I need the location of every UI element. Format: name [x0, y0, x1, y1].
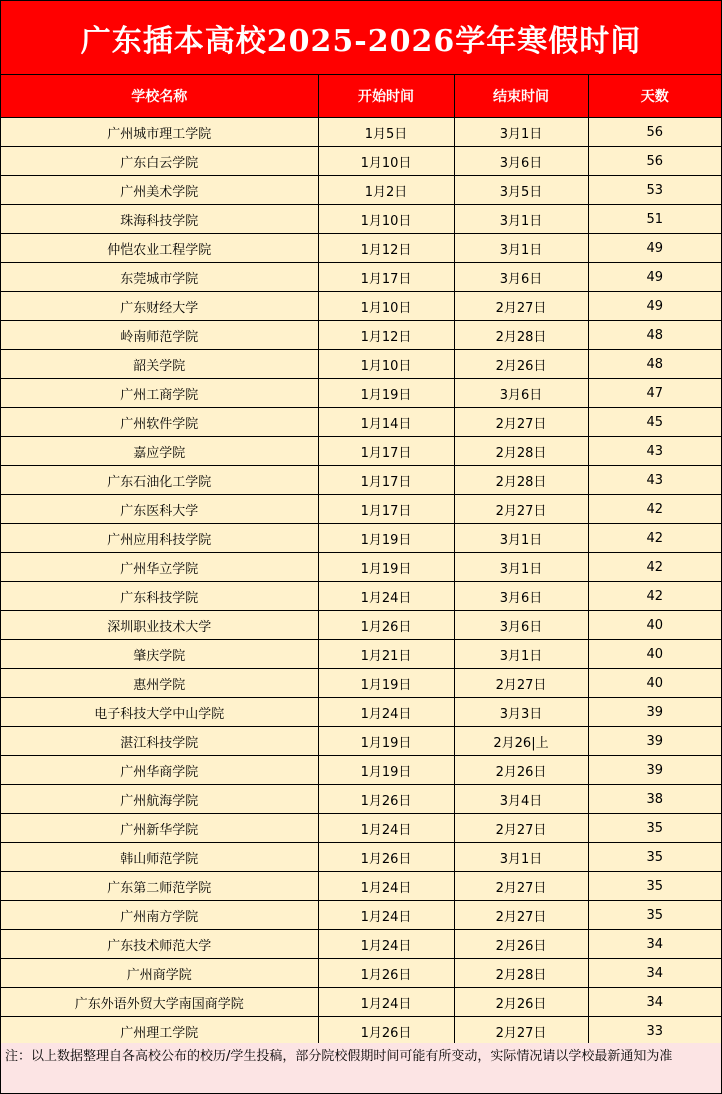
start-date-cell: 1月24日 [318, 698, 454, 727]
days-cell: 48 [588, 321, 721, 350]
table-row [1, 292, 721, 321]
school-name-cell: 广州新华学院 [1, 814, 318, 843]
days-cell: 49 [588, 263, 721, 292]
school-name-cell: 肇庆学院 [1, 640, 318, 669]
table-row [1, 901, 721, 930]
start-date-cell: 1月26日 [318, 1017, 454, 1046]
start-date-cell: 1月24日 [318, 930, 454, 959]
start-date-cell: 1月24日 [318, 988, 454, 1017]
start-date-cell: 1月14日 [318, 408, 454, 437]
days-cell: 42 [588, 553, 721, 582]
end-date-cell: 2月28日 [454, 466, 588, 495]
end-date-cell: 2月27日 [454, 408, 588, 437]
end-date-cell: 3月6日 [454, 611, 588, 640]
end-date-cell: 3月1日 [454, 118, 588, 147]
header-end-date: 结束时间 [454, 75, 588, 118]
school-name-cell: 湛江科技学院 [1, 727, 318, 756]
table-row [1, 321, 721, 350]
school-name-cell: 广东财经大学 [1, 292, 318, 321]
days-cell: 47 [588, 379, 721, 408]
table-row [1, 350, 721, 379]
table-row [1, 234, 721, 263]
end-date-cell: 3月4日 [454, 785, 588, 814]
table-row [1, 147, 721, 176]
start-date-cell: 1月21日 [318, 640, 454, 669]
days-cell: 40 [588, 669, 721, 698]
days-cell: 40 [588, 640, 721, 669]
days-cell: 42 [588, 495, 721, 524]
end-date-cell: 3月1日 [454, 553, 588, 582]
end-date-cell: 2月28日 [454, 437, 588, 466]
school-name-cell: 广州航海学院 [1, 785, 318, 814]
school-name-cell: 惠州学院 [1, 669, 318, 698]
start-date-cell: 1月19日 [318, 669, 454, 698]
table-row [1, 785, 721, 814]
table-row [1, 1017, 721, 1046]
table-row [1, 872, 721, 901]
days-cell: 39 [588, 698, 721, 727]
end-date-cell: 2月27日 [454, 292, 588, 321]
end-date-cell: 2月26日 [454, 988, 588, 1017]
table-row [1, 205, 721, 234]
school-name-cell: 广州软件学院 [1, 408, 318, 437]
days-cell: 38 [588, 785, 721, 814]
start-date-cell: 1月17日 [318, 495, 454, 524]
end-date-cell: 3月6日 [454, 147, 588, 176]
end-date-cell: 2月27日 [454, 1017, 588, 1046]
days-cell: 56 [588, 147, 721, 176]
end-date-cell: 2月28日 [454, 321, 588, 350]
end-date-cell: 2月26日 [454, 930, 588, 959]
school-name-cell: 广州理工学院 [1, 1017, 318, 1046]
end-date-cell: 2月26日 [454, 350, 588, 379]
table-row [1, 118, 721, 147]
table-body [1, 118, 721, 1046]
days-cell: 35 [588, 843, 721, 872]
table-row [1, 176, 721, 205]
end-date-cell: 2月27日 [454, 872, 588, 901]
school-name-cell: 广东技术师范大学 [1, 930, 318, 959]
header-days: 天数 [588, 75, 721, 118]
table-row [1, 524, 721, 553]
start-date-cell: 1月10日 [318, 147, 454, 176]
days-cell: 56 [588, 118, 721, 147]
start-date-cell: 1月17日 [318, 263, 454, 292]
start-date-cell: 1月2日 [318, 176, 454, 205]
school-name-cell: 珠海科技学院 [1, 205, 318, 234]
table-row [1, 466, 721, 495]
days-cell: 40 [588, 611, 721, 640]
table-row [1, 553, 721, 582]
school-name-cell: 韩山师范学院 [1, 843, 318, 872]
end-date-cell: 2月26|上 [454, 727, 588, 756]
school-name-cell: 深圳职业技术大学 [1, 611, 318, 640]
start-date-cell: 1月19日 [318, 379, 454, 408]
school-name-cell: 广州城市理工学院 [1, 118, 318, 147]
days-cell: 43 [588, 437, 721, 466]
start-date-cell: 1月12日 [318, 321, 454, 350]
start-date-cell: 1月17日 [318, 437, 454, 466]
school-name-cell: 广东石油化工学院 [1, 466, 318, 495]
days-cell: 49 [588, 292, 721, 321]
footnote: 注：以上数据整理自各高校公布的校历/学生投稿，部分院校假期时间可能有所变动，实际情况请以学校最新通知为准 [1, 1043, 721, 1093]
end-date-cell: 3月6日 [454, 379, 588, 408]
school-name-cell: 韶关学院 [1, 350, 318, 379]
end-date-cell: 2月27日 [454, 495, 588, 524]
start-date-cell: 1月24日 [318, 872, 454, 901]
table-row [1, 379, 721, 408]
days-cell: 45 [588, 408, 721, 437]
table-row [1, 756, 721, 785]
end-date-cell: 2月28日 [454, 959, 588, 988]
start-date-cell: 1月26日 [318, 843, 454, 872]
end-date-cell: 3月1日 [454, 843, 588, 872]
days-cell: 48 [588, 350, 721, 379]
start-date-cell: 1月26日 [318, 611, 454, 640]
table-row [1, 930, 721, 959]
header-row [1, 75, 721, 118]
days-cell: 34 [588, 988, 721, 1017]
schedule-table [1, 75, 721, 1046]
days-cell: 35 [588, 901, 721, 930]
days-cell: 34 [588, 959, 721, 988]
table-row [1, 988, 721, 1017]
school-name-cell: 广东外语外贸大学南国商学院 [1, 988, 318, 1017]
start-date-cell: 1月26日 [318, 959, 454, 988]
start-date-cell: 1月24日 [318, 582, 454, 611]
end-date-cell: 3月1日 [454, 524, 588, 553]
header-school-name: 学校名称 [1, 75, 318, 118]
table-row [1, 959, 721, 988]
school-name-cell: 广州华商学院 [1, 756, 318, 785]
school-name-cell: 广州美术学院 [1, 176, 318, 205]
days-cell: 33 [588, 1017, 721, 1046]
start-date-cell: 1月24日 [318, 901, 454, 930]
table-row [1, 814, 721, 843]
end-date-cell: 3月3日 [454, 698, 588, 727]
start-date-cell: 1月19日 [318, 727, 454, 756]
days-cell: 39 [588, 727, 721, 756]
school-name-cell: 广州应用科技学院 [1, 524, 318, 553]
title-bar [1, 1, 721, 75]
school-name-cell: 广州华立学院 [1, 553, 318, 582]
start-date-cell: 1月12日 [318, 234, 454, 263]
school-name-cell: 电子科技大学中山学院 [1, 698, 318, 727]
end-date-cell: 2月26日 [454, 756, 588, 785]
school-name-cell: 嘉应学院 [1, 437, 318, 466]
table-row [1, 408, 721, 437]
days-cell: 35 [588, 814, 721, 843]
table-row [1, 640, 721, 669]
end-date-cell: 3月1日 [454, 640, 588, 669]
table-row [1, 582, 721, 611]
days-cell: 42 [588, 524, 721, 553]
school-name-cell: 东莞城市学院 [1, 263, 318, 292]
start-date-cell: 1月10日 [318, 205, 454, 234]
days-cell: 35 [588, 872, 721, 901]
table-row [1, 698, 721, 727]
days-cell: 34 [588, 930, 721, 959]
school-name-cell: 广东第二师范学院 [1, 872, 318, 901]
school-name-cell: 广东科技学院 [1, 582, 318, 611]
start-date-cell: 1月26日 [318, 785, 454, 814]
table-row [1, 669, 721, 698]
school-name-cell: 岭南师范学院 [1, 321, 318, 350]
days-cell: 53 [588, 176, 721, 205]
end-date-cell: 3月1日 [454, 205, 588, 234]
end-date-cell: 3月1日 [454, 234, 588, 263]
start-date-cell: 1月24日 [318, 814, 454, 843]
start-date-cell: 1月19日 [318, 524, 454, 553]
days-cell: 43 [588, 466, 721, 495]
end-date-cell: 2月27日 [454, 669, 588, 698]
days-cell: 39 [588, 756, 721, 785]
table-row [1, 263, 721, 292]
school-name-cell: 广州南方学院 [1, 901, 318, 930]
start-date-cell: 1月10日 [318, 292, 454, 321]
end-date-cell: 3月5日 [454, 176, 588, 205]
page-title: 广东插本高校2025-2026学年寒假时间 [80, 23, 642, 59]
school-name-cell: 仲恺农业工程学院 [1, 234, 318, 263]
days-cell: 42 [588, 582, 721, 611]
table-row [1, 611, 721, 640]
start-date-cell: 1月19日 [318, 756, 454, 785]
school-name-cell: 广东白云学院 [1, 147, 318, 176]
start-date-cell: 1月5日 [318, 118, 454, 147]
start-date-cell: 1月17日 [318, 466, 454, 495]
school-name-cell: 广州商学院 [1, 959, 318, 988]
table-row [1, 843, 721, 872]
end-date-cell: 2月27日 [454, 901, 588, 930]
school-name-cell: 广东医科大学 [1, 495, 318, 524]
table-row [1, 437, 721, 466]
table-row [1, 727, 721, 756]
days-cell: 51 [588, 205, 721, 234]
days-cell: 49 [588, 234, 721, 263]
start-date-cell: 1月10日 [318, 350, 454, 379]
end-date-cell: 2月27日 [454, 814, 588, 843]
start-date-cell: 1月19日 [318, 553, 454, 582]
end-date-cell: 3月6日 [454, 263, 588, 292]
table-row [1, 495, 721, 524]
end-date-cell: 3月6日 [454, 582, 588, 611]
header-start-date: 开始时间 [318, 75, 454, 118]
school-name-cell: 广州工商学院 [1, 379, 318, 408]
